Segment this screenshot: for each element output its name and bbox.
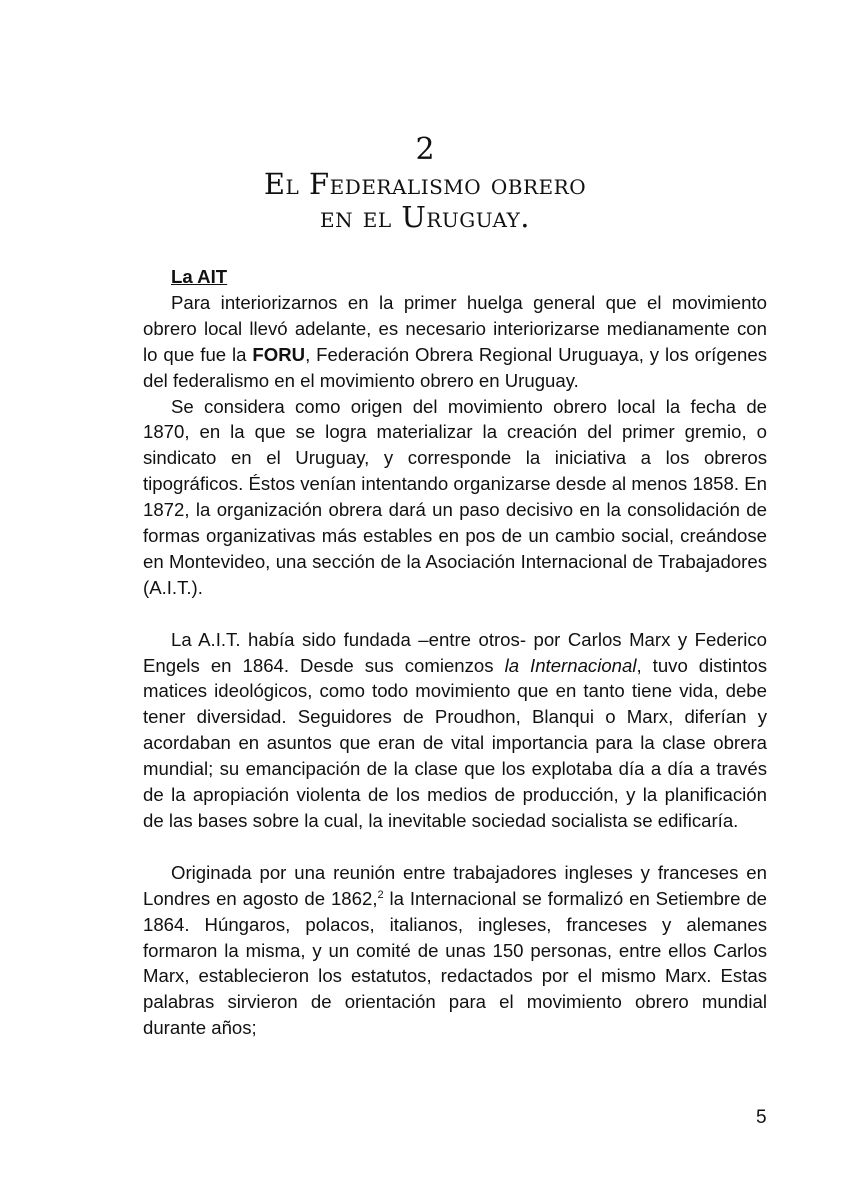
paragraph-3-text-b: , tuvo distintos matices ideológicos, como todo movimiento que en tanto tiene vida, debe tener diversidad. Seguidores de Proudhon, Blanqui o Marx, diferían y acordaban en asuntos que eran de vital importancia para la clase obrera mundial; su emancipación de la clase que los explotaba día a día a través de la apropiación violenta de los medios de producción, y la planificación de las bases sobre la cual, la inevitable sociedad socialista se edificaría. — [143, 654, 767, 832]
body-text — [143, 264, 767, 1041]
footnote-marker[interactable]: 2 — [377, 888, 384, 901]
chapter-title-line-1: El Federalismo obrero — [263, 167, 587, 201]
section-heading: La AIT — [171, 266, 228, 287]
chapter-title-line-2: en el Uruguay. — [319, 200, 531, 234]
page-number: 5 — [756, 1107, 767, 1128]
paragraph-1 — [143, 290, 767, 394]
paragraph-spacer — [143, 834, 767, 860]
paragraph-3-text-a: La A.I.T. había sido fundada –entre otros- por Carlos Marx y Federico Engels en 1864. Desde sus comienzos — [143, 628, 767, 676]
chapter-number: 2 — [415, 132, 435, 167]
paragraph-3 — [143, 627, 767, 834]
paragraph-4-text-b: la Internacional se formalizó en Setiembre de 1864. Húngaros, polacos, italianos, ingleses, franceses y alemanes formaron la misma, y un comité de unas 150 personas, entre ellos Carlos Marx, establecieron los estatutos, redactados por el mismo Marx. Estas palabras sirvieron de orientación para el movimiento obrero mundial durante años; — [143, 887, 768, 1039]
foru-acronym: FORU — [252, 343, 306, 365]
paragraph-4 — [143, 860, 767, 1041]
paragraph-4-text-a: Originada por una reunión entre trabajadores ingleses y franceses en Londres en agosto de 1862, — [143, 861, 767, 909]
paragraph-1-text-a: Para interiorizarnos en la primer huelga general que el movimiento obrero local llevó adelante, es necesario interiorizarse medianamente con lo que fue la — [143, 291, 767, 365]
la-internacional-italic: la Internacional — [504, 654, 637, 676]
paragraph-1-text-b: , Federación Obrera Regional Uruguaya, y los orígenes del federalismo en el movimiento obrero en Uruguay. — [143, 343, 767, 391]
paragraph-2: Se considera como origen del movimiento obrero local la fecha de 1870, en la que se logra materializar la creación del primer gremio, o sindicato en el Uruguay, y corresponde la iniciativa a los obreros tipográficos. Éstos venían intentando organizarse desde al menos 1858. En 1872, la organización obrera dará un paso decisivo en la consolidación de formas organizativas más estables en pos de un cambio social, creándose en Montevideo, una sección de la Asociación Internacional de Trabajadores (A.I.T.). — [143, 395, 767, 598]
paragraph-spacer — [143, 601, 767, 627]
chapter-heading — [0, 132, 850, 234]
